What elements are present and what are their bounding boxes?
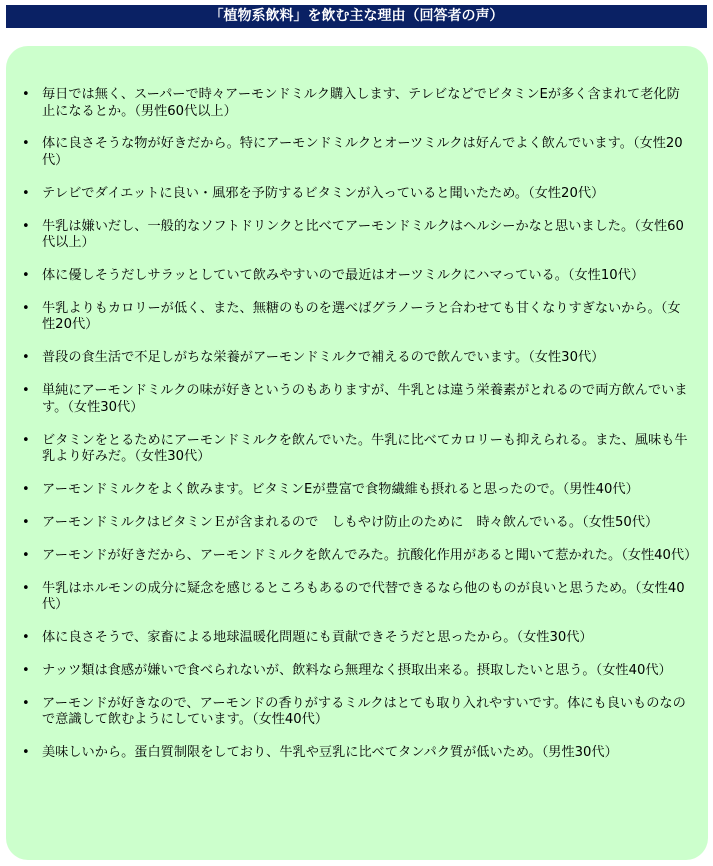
- bullet-icon: •: [22, 350, 30, 366]
- comment-text: アーモンドが好きだから、アーモンドミルクを飲んでみた。抗酸化作用があると聞いて惹かれた。（女性40代）: [42, 547, 698, 563]
- bullet-icon: •: [22, 268, 30, 284]
- list-item: [6, 383, 708, 416]
- bullet-icon: •: [22, 695, 30, 711]
- comment-text: 体に良さそうな物が好きだから。特にアーモンドミルクとオーツミルクは好んでよく飲んでいます。（女性20代）: [42, 136, 683, 168]
- bullet-icon: •: [22, 432, 30, 448]
- comment-text: 美味しいから。蛋白質制限をしており、牛乳や豆乳に比べてタンパク質が低いため。（男性30代）: [42, 745, 618, 761]
- bullet-icon: •: [22, 580, 30, 596]
- comments-panel: [6, 46, 708, 860]
- bullet-icon: •: [22, 547, 30, 563]
- list-item: [6, 515, 708, 532]
- comment-text: 牛乳はホルモンの成分に疑念を感じるところもあるので代替できるなら他のものが良いと思うため。（女性40代）: [42, 580, 685, 613]
- comment-text: 単純にアーモンドミルクの味が好きというのもありますが、牛乳とは違う栄養素がとれるので両方飲んでいます。（女性30代）: [42, 383, 688, 415]
- list-item: [6, 696, 708, 729]
- comment-text: 毎日では無く、スーパーで時々アーモンドミルク購入します、テレビなどでビタミンEが多く含まれて老化防止になるとか。（男性60代以上）: [42, 87, 680, 119]
- comment-text: テレビでダイエットに良い・風邪を予防するビタミンが入っていると聞いたため。（女性20代）: [42, 185, 605, 201]
- comment-text: ナッツ類は食感が嫌いで食べられないが、飲料なら無理なく摂取出来る。摂取したいと思う。（女性40代）: [42, 662, 672, 678]
- list-item: [6, 350, 708, 367]
- comment-text: 普段の食生活で不足しがちな栄養がアーモンドミルクで補えるので飲んでいます。（女性30代）: [42, 350, 605, 366]
- comment-text: アーモンドが好きなので、アーモンドの香りがするミルクはとても取り入れやすいです。体にも良いものなので意識して飲むようにしています。（女性40代）: [42, 695, 686, 728]
- list-item: [6, 268, 708, 285]
- list-item: [6, 548, 708, 565]
- bullet-icon: •: [22, 514, 30, 530]
- bullet-icon: •: [22, 300, 30, 316]
- page-title: 「植物系飲料」を飲む主な理由（回答者の声）: [6, 5, 707, 28]
- comment-text: 体に良さそうで、家畜による地球温暖化問題にも貢献できそうだと思ったから。（女性30代）: [42, 630, 593, 646]
- bullet-icon: •: [22, 87, 30, 102]
- comment-text: 牛乳は嫌いだし、一般的なソフトドリンクと比べてアーモンドミルクはヘルシーかなと思いました。（女性60代以上）: [42, 218, 684, 251]
- bullet-icon: •: [22, 383, 30, 399]
- list-item: [6, 136, 708, 169]
- list-item: [6, 186, 708, 203]
- comment-text: 牛乳よりもカロリーが低く、また、無糖のものを選べばグラノーラと合わせても甘くなりすぎないから。（女性20代）: [42, 300, 681, 333]
- bullet-icon: •: [22, 218, 30, 234]
- list-item: [6, 219, 708, 252]
- list-item: [6, 630, 708, 647]
- bullet-icon: •: [22, 185, 30, 201]
- comment-text: アーモンドミルクはビタミンＥが含まれるので しもやけ防止のために 時々飲んでいる。（女性50代）: [42, 514, 659, 530]
- list-item: [6, 482, 708, 499]
- list-item: [6, 745, 708, 762]
- bullet-icon: •: [22, 482, 30, 498]
- bullet-icon: •: [22, 630, 30, 646]
- comment-text: アーモンドミルクをよく飲みます。ビタミンEが豊富で食物繊維も摂れると思ったので。（男性40代）: [42, 482, 639, 498]
- list-item: [6, 581, 708, 614]
- list-item: [6, 87, 708, 120]
- bullet-icon: •: [22, 662, 30, 678]
- comment-text: ビタミンをとるためにアーモンドミルクを飲んでいた。牛乳に比べてカロリーも抑えられる。また、風味も牛乳より好みだ。（女性30代）: [42, 432, 688, 465]
- bullet-icon: •: [22, 136, 30, 152]
- list-item: [6, 433, 708, 466]
- list-item: [6, 663, 708, 680]
- bullet-icon: •: [22, 745, 30, 761]
- comment-text: 体に優しそうだしサラッとしていて飲みやすいので最近はオーツミルクにハマっている。（女性10代）: [42, 268, 645, 284]
- comments-list: [6, 87, 708, 778]
- list-item: [6, 301, 708, 334]
